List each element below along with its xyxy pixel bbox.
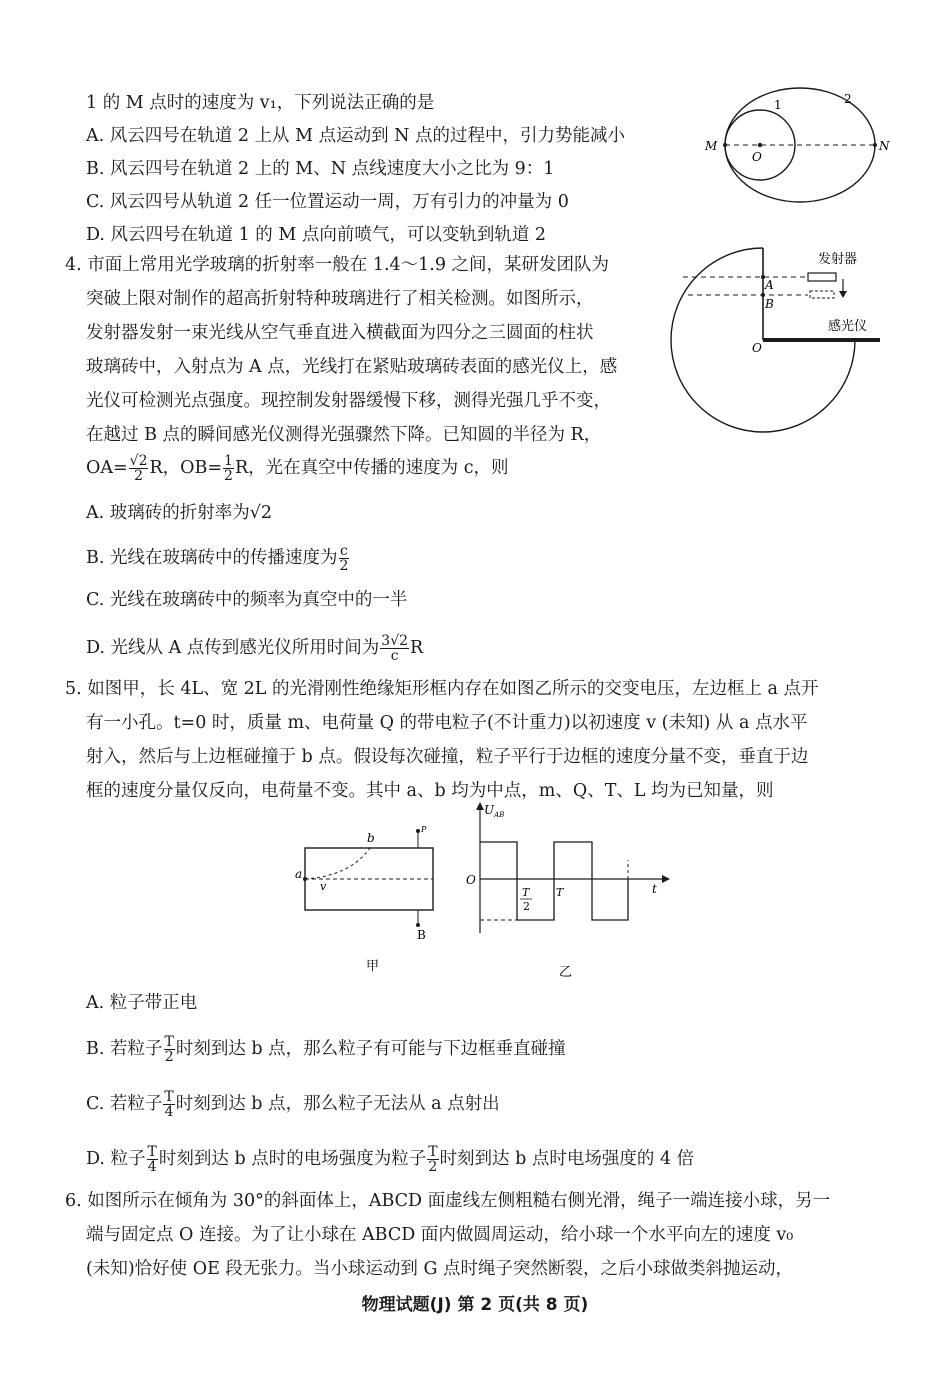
point-m-label: M — [705, 139, 718, 153]
velocity-label: v — [320, 880, 327, 893]
x-axis-label: t — [652, 882, 657, 896]
q3-continuation: 1 的 M 点时的速度为 v₁，下列说法正确的是 — [86, 93, 435, 113]
point-b-label: B — [765, 297, 774, 311]
q4-line-4: 玻璃砖中，入射点为 A 点，光线打在紧贴玻璃砖表面的感光仪上，感 — [86, 357, 618, 377]
y-axis-label: $U_{AB}$ — [484, 803, 505, 819]
terminal-b-label: B — [417, 928, 426, 942]
point-a-label: A — [765, 278, 774, 292]
orbit-1-label: 1 — [774, 98, 782, 112]
q4-line-6: 在越过 B 点的瞬间感光仪测得光强骤然下降。已知圆的半径为 R， — [86, 425, 602, 445]
q3-option-c: C. 风云四号从轨道 2 任一位置运动一周，万有引力的冲量为 0 — [86, 192, 569, 212]
point-a-label: a — [295, 867, 303, 881]
q3-option-d: D. 风云四号在轨道 1 的 M 点向前喷气，可以变轨到轨道 2 — [86, 225, 547, 245]
terminal-p-label: P — [421, 825, 427, 834]
q4-line-1: 4. 市面上常用光学玻璃的折射率一般在 1.4～1.9 之间，某研发团队为 — [65, 255, 610, 275]
q4-option-d: D. 光线从 A 点传到感光仪所用时间为 $\frac{3√2}{c}$ R — [86, 633, 424, 664]
sensor-label: 感光仪 — [828, 319, 868, 334]
q5-option-a: A. 粒子带正电 — [86, 993, 198, 1013]
q4-formula: OA= $\frac{√2}{2}$ R，OB= $\frac{1}{2}$ R，光在真空中传播的速度为 c，则 — [86, 453, 509, 484]
q6-line-1: 6. 如图所示在倾角为 30°的斜面体上，ABCD 面虚线左侧粗糙右侧光滑，绳子一端连接小球，另一 — [65, 1191, 831, 1211]
tick-half-t-num: T — [522, 886, 530, 899]
voltage-graph — [462, 798, 677, 988]
q5-option-b: B. 若粒子 $\frac{T}{2}$ 时刻到达 b 点，那么粒子有可能与下边框垂直碰撞 — [86, 1034, 566, 1065]
point-n-label: N — [879, 139, 890, 153]
q5-line-4: 框的速度分量仅反向，电荷量不变。其中 a、b 均为中点，m、Q、T、L 均为已知量，则 — [86, 781, 774, 801]
figure-caption-jia: 甲 — [366, 959, 380, 974]
orbit-diagram — [700, 85, 890, 220]
q4-option-c: C. 光线在玻璃砖中的频率为真空中的一半 — [86, 590, 408, 610]
point-o-label: O — [752, 341, 762, 355]
q3-option-a: A. 风云四号在轨道 2 上从 M 点运动到 N 点的过程中，引力势能减小 — [86, 126, 626, 146]
q4-option-b: B. 光线在玻璃砖中的传播速度为 $\frac{c}{2}$ — [86, 543, 349, 574]
q4-line-5: 光仪可检测光点强度。现控制发射器缓慢下移，测得光强几乎不变， — [86, 391, 611, 411]
emitter-label: 发射器 — [818, 252, 858, 267]
page-footer: 物理试题(J) 第 2 页(共 8 页) — [361, 1295, 589, 1315]
q4-line-3: 发射器发射一束光线从空气垂直进入横截面为四分之三圆面的柱状 — [86, 323, 594, 343]
point-o-label: O — [752, 150, 762, 164]
rect-frame-diagram — [290, 818, 450, 983]
q5-line-2: 有一小孔。t=0 时，质量 m、电荷量 Q 的带电粒子(不计重力)以初速度 v (未知) 从 a 点水平 — [86, 713, 808, 733]
tick-half-t-den: 2 — [523, 900, 530, 913]
orbit-2-label: 2 — [844, 92, 852, 106]
q5-line-1: 5. 如图甲，长 4L、宽 2L 的光滑刚性绝缘矩形框内存在如图乙所示的交变电压，左边框上 a 点开 — [65, 679, 819, 699]
q6-line-2: 端与固定点 O 连接。为了让小球在 ABCD 面内做圆周运动，给小球一个水平向左的速度 v₀ — [86, 1225, 794, 1245]
point-b-label: b — [367, 831, 375, 845]
q5-option-d: D. 粒子 $\frac{T}{4}$ 时刻到达 b 点时的电场强度为粒子 $\frac{T}{2}$ 时刻到达 b 点时电场强度的 4 倍 — [86, 1144, 695, 1175]
q6-line-3: (未知)恰好使 OE 段无张力。当小球运动到 G 点时绳子突然断裂，之后小球做类斜抛运动， — [86, 1259, 794, 1279]
q4-line-2: 突破上限对制作的超高折射特种玻璃进行了相关检测。如图所示， — [86, 289, 594, 309]
glass-brick-diagram — [668, 245, 883, 455]
q5-line-3: 射入，然后与上边框碰撞于 b 点。假设每次碰撞，粒子平行于边框的速度分量不变，垂直于边 — [86, 747, 809, 767]
origin-label: O — [466, 873, 476, 887]
q5-option-c: C. 若粒子 $\frac{T}{4}$ 时刻到达 b 点，那么粒子无法从 a 点射出 — [86, 1089, 500, 1120]
tick-t-label: T — [556, 886, 564, 899]
q3-option-b: B. 风云四号在轨道 2 上的 M、N 点线速度大小之比为 9：1 — [86, 159, 555, 179]
q4-option-a: A. 玻璃砖的折射率为√2 — [86, 503, 273, 523]
figure-caption-yi: 乙 — [559, 965, 573, 980]
